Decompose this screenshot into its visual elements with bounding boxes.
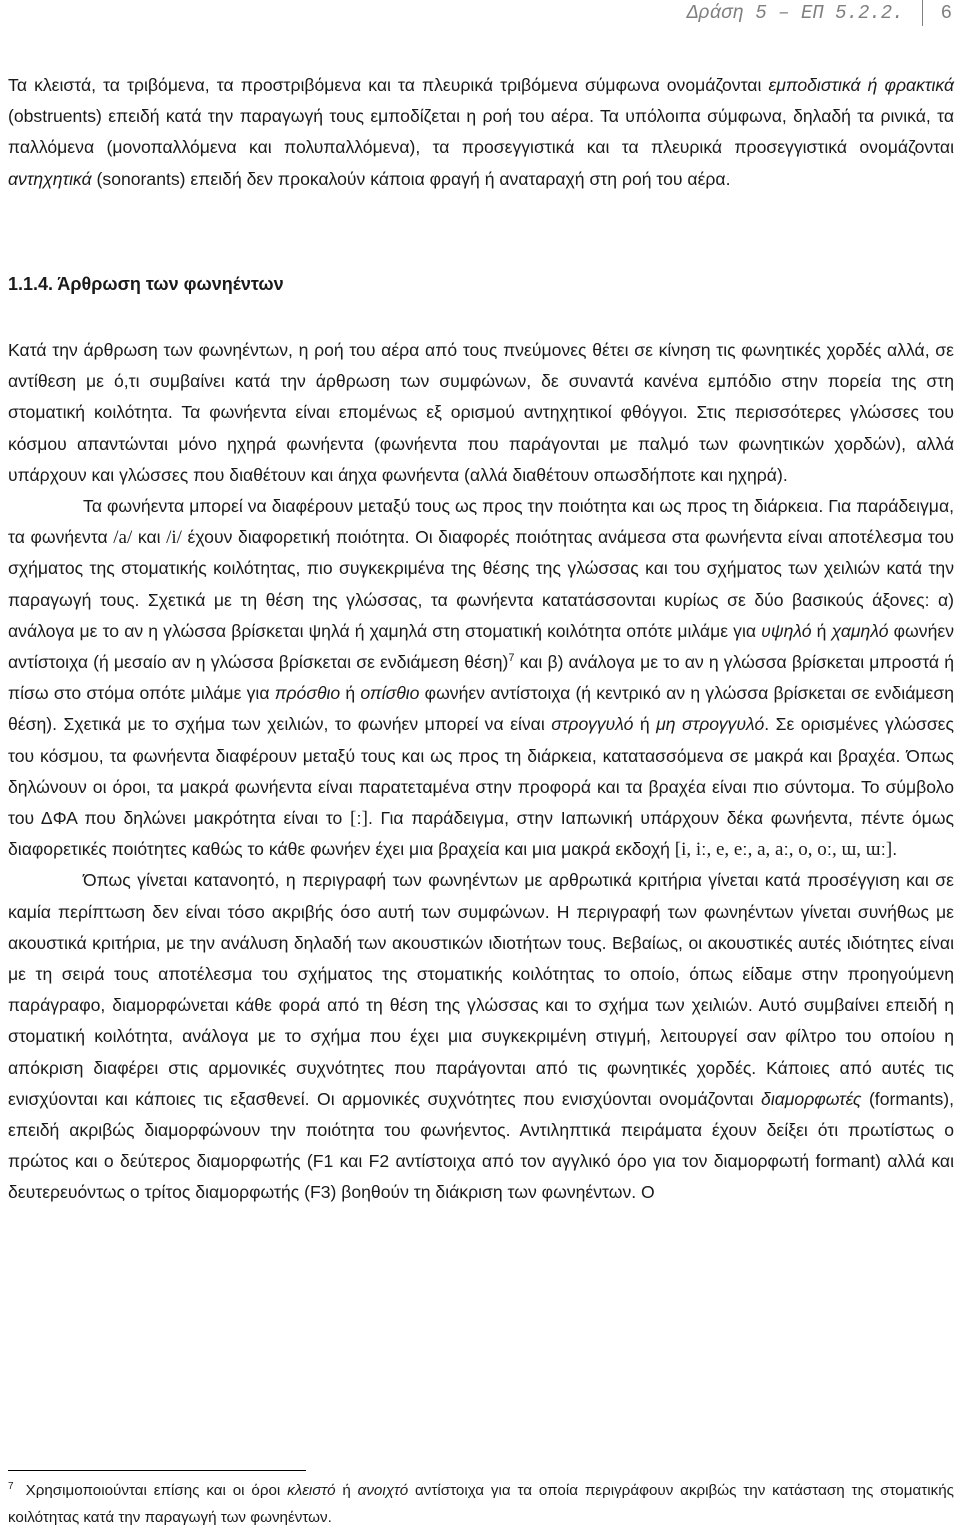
footnote-reference[interactable]: 7 bbox=[508, 652, 515, 665]
footnote-separator bbox=[8, 1470, 306, 1471]
term-obstruents: εμποδιστικά ή φρακτικά bbox=[768, 75, 954, 95]
term-formants: διαμορφωτές bbox=[761, 1088, 862, 1109]
term-unrounded: μη στρογγυλό bbox=[656, 714, 765, 735]
section-body bbox=[8, 335, 954, 1209]
term-closed: κλειστό bbox=[287, 1482, 336, 1499]
term-open: ανοιχτό bbox=[357, 1482, 409, 1499]
term-low: χαμηλό bbox=[831, 620, 889, 641]
paragraph-acoustics: Όπως γίνεται κατανοητό, η περιγραφή των φωνηέντων με αρθρωτικά κριτήρια γίνεται κατά προσέγγιση και σε καμία περίπτωση δεν είναι τόσο ακριβής όσο αυτή των συμφώνων. Η περιγραφή των φωνηέντων γίνεται συνήθως με ακουστικά κριτήρια, με την ανάλυση δηλαδή των ακουστικών ιδιοτήτων τους. Βεβαίως, οι ακουστικές αυτές ιδιότητες είναι με τη σειρά τους αποτέλεσμα του σχήματος της στοματικής κοιλότητας το οποίο, όπως είδαμε στην προηγούμενη παράγραφο, διαμορφώνεται κάθε φορά από τη θέση της γλώσσας και το σχήμα των χειλιών. Αυτό συμβαίνει επειδή η στοματική κοιλότητα, ανάλογα με το σχήμα που έχει μια συγκεκριμένη στιγμή, λειτουργεί σαν φίλτρο του οποίου η απόκριση διαφέρει στις αρμονικές συχνότητες που παράγονται από τις φωνητικές χορδές. Κάποιες από αυτές τις ενισχύονται και κάποιες τις εξασθενεί. Οι αρμονικές συχνότητες που ενισχύονται ονομάζονται διαμορφωτές (formants), επειδή ακριβώς διαμορφώνουν την ποιότητα του φωνήεντος. Αντιληπτικά πειράματα έχουν δείξει ότι πρωτίστως ο πρώτος και ο δεύτερος διαμορφωτής (F1 και F2 αντίστοιχα από τον αγγλικό όρο για τον διαμορφωτή formant) αλλά και δευτερευόντως ο τρίτος διαμορφωτής (F3) βοηθούν τη διάκριση των φωνηέντων. Ο bbox=[8, 870, 954, 1203]
ipa-japanese-vowels: [i, iː, e, eː, a, aː, o, oː, ɯ, ɯː] bbox=[674, 839, 893, 861]
ipa-length-mark: [ː] bbox=[350, 808, 368, 830]
footnote-mark: 7 bbox=[8, 1480, 14, 1492]
term-front: πρόσθιο bbox=[274, 683, 341, 704]
ipa-i: /i/ bbox=[166, 527, 182, 549]
header-divider bbox=[922, 0, 923, 26]
term-back: οπίσθιο bbox=[360, 683, 420, 704]
term-high: υψηλό bbox=[761, 620, 812, 641]
running-title: Δράση 5 – ΕΠ 5.2.2. bbox=[686, 2, 904, 24]
ipa-a: /a/ bbox=[113, 527, 133, 549]
term-sonorants: αντηχητικά bbox=[8, 168, 92, 189]
intro-section bbox=[8, 70, 954, 195]
running-header bbox=[687, 0, 952, 26]
section-heading: 1.1.4. Άρθρωση των φωνηέντων bbox=[8, 274, 284, 294]
page-number: 6 bbox=[940, 2, 952, 24]
intro-paragraph: Τα κλειστά, τα τριβόμενα, τα προστριβόμενα και τα πλευρικά τριβόμενα σύμφωνα ονομάζονται εμποδιστικά ή φρακτικά (obstruents) επειδή κατά την παραγωγή τους εμποδίζεται η ροή του αέρα. Τα υπόλοιπα σύμφωνα, δηλαδή τα ρινικά, τα παλλόμενα (μονοπαλλόμενα και πολυπαλλόμενα), τα προσεγγιστικά και τα πλευρικά προσεγγιστικά ονομάζονται αντηχητικά (sonorants) επειδή δεν προκαλούν κάποια φραγή ή αναταραχή στη ροή του αέρα. bbox=[8, 75, 954, 189]
paragraph-articulation: Κατά την άρθρωση των φωνηέντων, η ροή του αέρα από τους πνεύμονες θέτει σε κίνηση τις φωνητικές χορδές αλλά, σε αντίθεση με ό,τι συμβαίνει κατά την άρθρωση των συμφώνων, δε συναντά κανένα εμπόδιο στην πορεία της στη στοματική κοιλότητα. Τα φωνήεντα είναι επομένως εξ ορισμού αντηχητικοί φθόγγοι. Στις περισσότερες γλώσσες του κόσμου απαντώνται μόνο ηχηρά φωνήεντα (φωνήεντα που παράγονται με παλμό των φωνητικών χορδών), αλλά υπάρχουν και γλώσσες που διαθέτουν και άηχα φωνήεντα (αλλά διαθέτουν οπωσδήποτε και ηχηρά). bbox=[8, 340, 954, 485]
term-rounded: στρογγυλό bbox=[551, 714, 634, 735]
paragraph-quality-duration: Τα φωνήεντα μπορεί να διαφέρουν μεταξύ τους ως προς την ποιότητα και ως προς τη διάρκεια. Για παράδειγμα, τα φωνήεντα /a/ και /i/ έχουν διαφορετική ποιότητα. Οι διαφορές ποιότητας ανάμεσα στα φωνήεντα είναι αποτέλεσμα του σχήματος της στοματικής κοιλότητας, πιο συγκεκριμένα της θέσης της γλώσσας και του σχήματος των χειλιών κατά την παραγωγή τους. Σχετικά με τη θέση της γλώσσας, τα φωνήεντα κατατάσσονται κυρίως σε δύο βασικούς άξονες: α) ανάλογα με το αν η γλώσσα βρίσκεται ψηλά ή χαμηλά στη στοματική κοιλότητα οπότε μιλάμε για υψηλό ή χαμηλό φωνήεν αντίστοιχα (ή μεσαίο αν η γλώσσα βρίσκεται σε ενδιάμεση θέση)$^7$ και β) ανάλογα με το αν η γλώσσα βρίσκεται μπροστά ή πίσω στο στόμα οπότε μιλάμε για πρόσθιο ή οπίσθιο φωνήεν αντίστοιχα (ή κεντρικό αν η γλώσσα βρίσκεται σε ενδιάμεση θέση). Σχετικά με το σχήμα των χειλιών, το φωνήεν μπορεί να είναι στρογγυλό ή μη στρογγυλό. Σε ορισμένες γλώσσες του κόσμου, τα φωνήεντα διαφέρουν μεταξύ τους και ως προς τη διάρκεια, κατατασσόμενα σε μακρά και βραχέα. Όπως δηλώνουν οι όροι, τα μακρά φωνήεντα είναι παρατεταμένα στην προφορά και τα βραχέα είναι πιο σύντομα. Το σύμβολο του ΔΦΑ που δηλώνει μακρότητα είναι το [ː]. Για παράδειγμα, στην Ιαπωνική υπάρχουν δέκα φωνήεντα, πέντε όμως διαφορετικές ποιότητες καθώς το κάθε φωνήεν έχει μια βραχεία και μια μακρά εκδοχή [i, iː, e, eː, a, aː, o, oː, ɯ, ɯː]. bbox=[8, 496, 955, 861]
footnote: $^7$ Χρησιμοποιούνται επίσης και οι όροι κλειστό ή ανοιχτό αντίστοιχα για τα οποία περιγράφουν ακριβώς την κατάσταση της στοματικής κοιλότητας κατά την παραγωγή των φωνηέντων. bbox=[8, 1480, 954, 1526]
